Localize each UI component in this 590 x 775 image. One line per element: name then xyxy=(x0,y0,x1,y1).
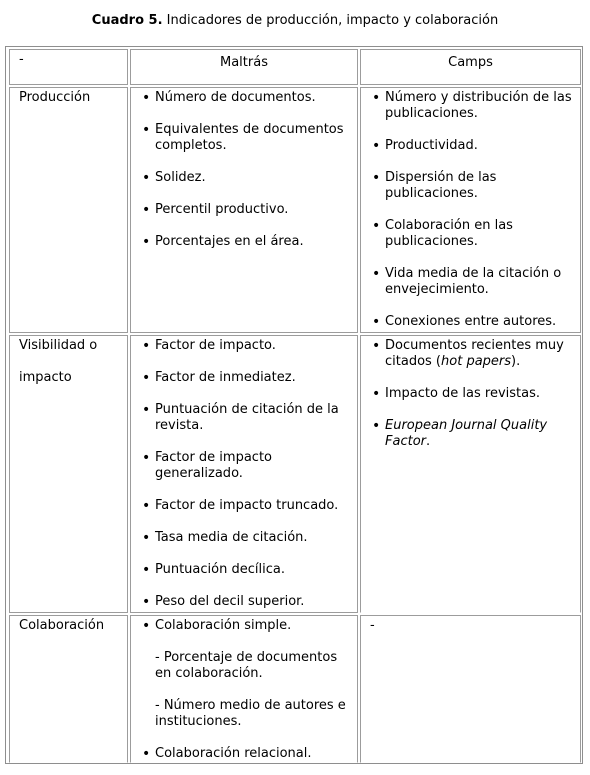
list-item: • Peso del decil superior. xyxy=(131,594,357,610)
row-label-text: impacto xyxy=(19,370,72,385)
list-item: • Número de documentos. xyxy=(131,90,357,106)
maltras-colaboracion-cell xyxy=(130,615,358,763)
maltras-produccion-list xyxy=(131,88,357,250)
list-item: • Vida media de la citación o envejecimiento. xyxy=(361,266,580,298)
list-item: • Número y distribución de las publicaciones. xyxy=(361,90,580,122)
caption-number: Cuadro 5. xyxy=(91,13,163,28)
item-text: ). xyxy=(511,354,521,369)
indicators-table xyxy=(5,46,583,764)
list-item: • Factor de impacto. xyxy=(131,338,357,354)
list-item: • Porcentajes en el área. xyxy=(131,234,357,250)
list-item xyxy=(361,418,580,450)
row-label-text: Visibilidad o xyxy=(19,338,98,353)
camps-visibilidad-list xyxy=(361,336,580,450)
item-italic-text: hot papers xyxy=(441,354,512,369)
sub-list-item: - Número medio de autores e instituciones. xyxy=(155,698,346,729)
item-italic-text: European Journal Quality Factor xyxy=(385,418,548,449)
maltras-visibilidad-list xyxy=(131,336,357,610)
item-text: Documentos recientes muy citados ( xyxy=(385,338,564,369)
list-item: • Colaboración relacional. xyxy=(131,746,357,762)
camps-colaboracion-cell xyxy=(360,615,581,763)
caption-text: Indicadores de producción, impacto y colaboración xyxy=(162,13,499,28)
list-item: • Factor de impacto truncado. xyxy=(131,498,357,514)
maltras-visibilidad-cell xyxy=(130,335,358,613)
list-item: • Equivalentes de documentos completos. xyxy=(131,122,357,154)
list-item: • Colaboración simple. xyxy=(131,618,357,634)
list-item: • Colaboración en las publicaciones. xyxy=(361,218,580,250)
list-item: • Productividad. xyxy=(361,138,580,154)
row-label-text: Producción xyxy=(19,90,91,105)
list-item: • Impacto de las revistas. xyxy=(361,386,580,402)
list-item: • Solidez. xyxy=(131,170,357,186)
sub-list-item: - Porcentaje de documentos en colaboración. xyxy=(155,650,338,681)
header-dash: - xyxy=(19,52,24,67)
camps-produccion-list xyxy=(361,88,580,330)
list-item: • Conexiones entre autores. xyxy=(361,314,580,330)
row-label-text: Colaboración xyxy=(19,618,105,633)
row-label-visibilidad xyxy=(9,335,128,613)
header-cell-camps xyxy=(360,49,581,85)
header-cell-maltras xyxy=(130,49,358,85)
camps-visibilidad-cell xyxy=(360,335,581,613)
header-maltras: Maltrás xyxy=(220,55,268,70)
list-item: • Factor de inmediatez. xyxy=(131,370,357,386)
list-item: • Dispersión de las publicaciones. xyxy=(361,170,580,202)
camps-produccion-cell xyxy=(360,87,581,333)
header-cell-blank xyxy=(9,49,128,85)
item-text: . xyxy=(426,434,431,449)
list-item xyxy=(361,338,580,370)
list-item: • Puntuación de citación de la revista. xyxy=(131,402,357,434)
list-item: • Percentil productivo. xyxy=(131,202,357,218)
table-caption xyxy=(0,12,590,30)
list-item: • Factor de impacto generalizado. xyxy=(131,450,357,482)
row-label-produccion xyxy=(9,87,128,333)
row-label-colaboracion xyxy=(9,615,128,763)
list-item: • Tasa media de citación. xyxy=(131,530,357,546)
list-item: • Puntuación decílica. xyxy=(131,562,357,578)
header-camps: Camps xyxy=(448,55,493,70)
maltras-produccion-cell xyxy=(130,87,358,333)
empty-dash: - xyxy=(370,618,375,633)
maltras-colaboracion-list xyxy=(131,616,357,762)
